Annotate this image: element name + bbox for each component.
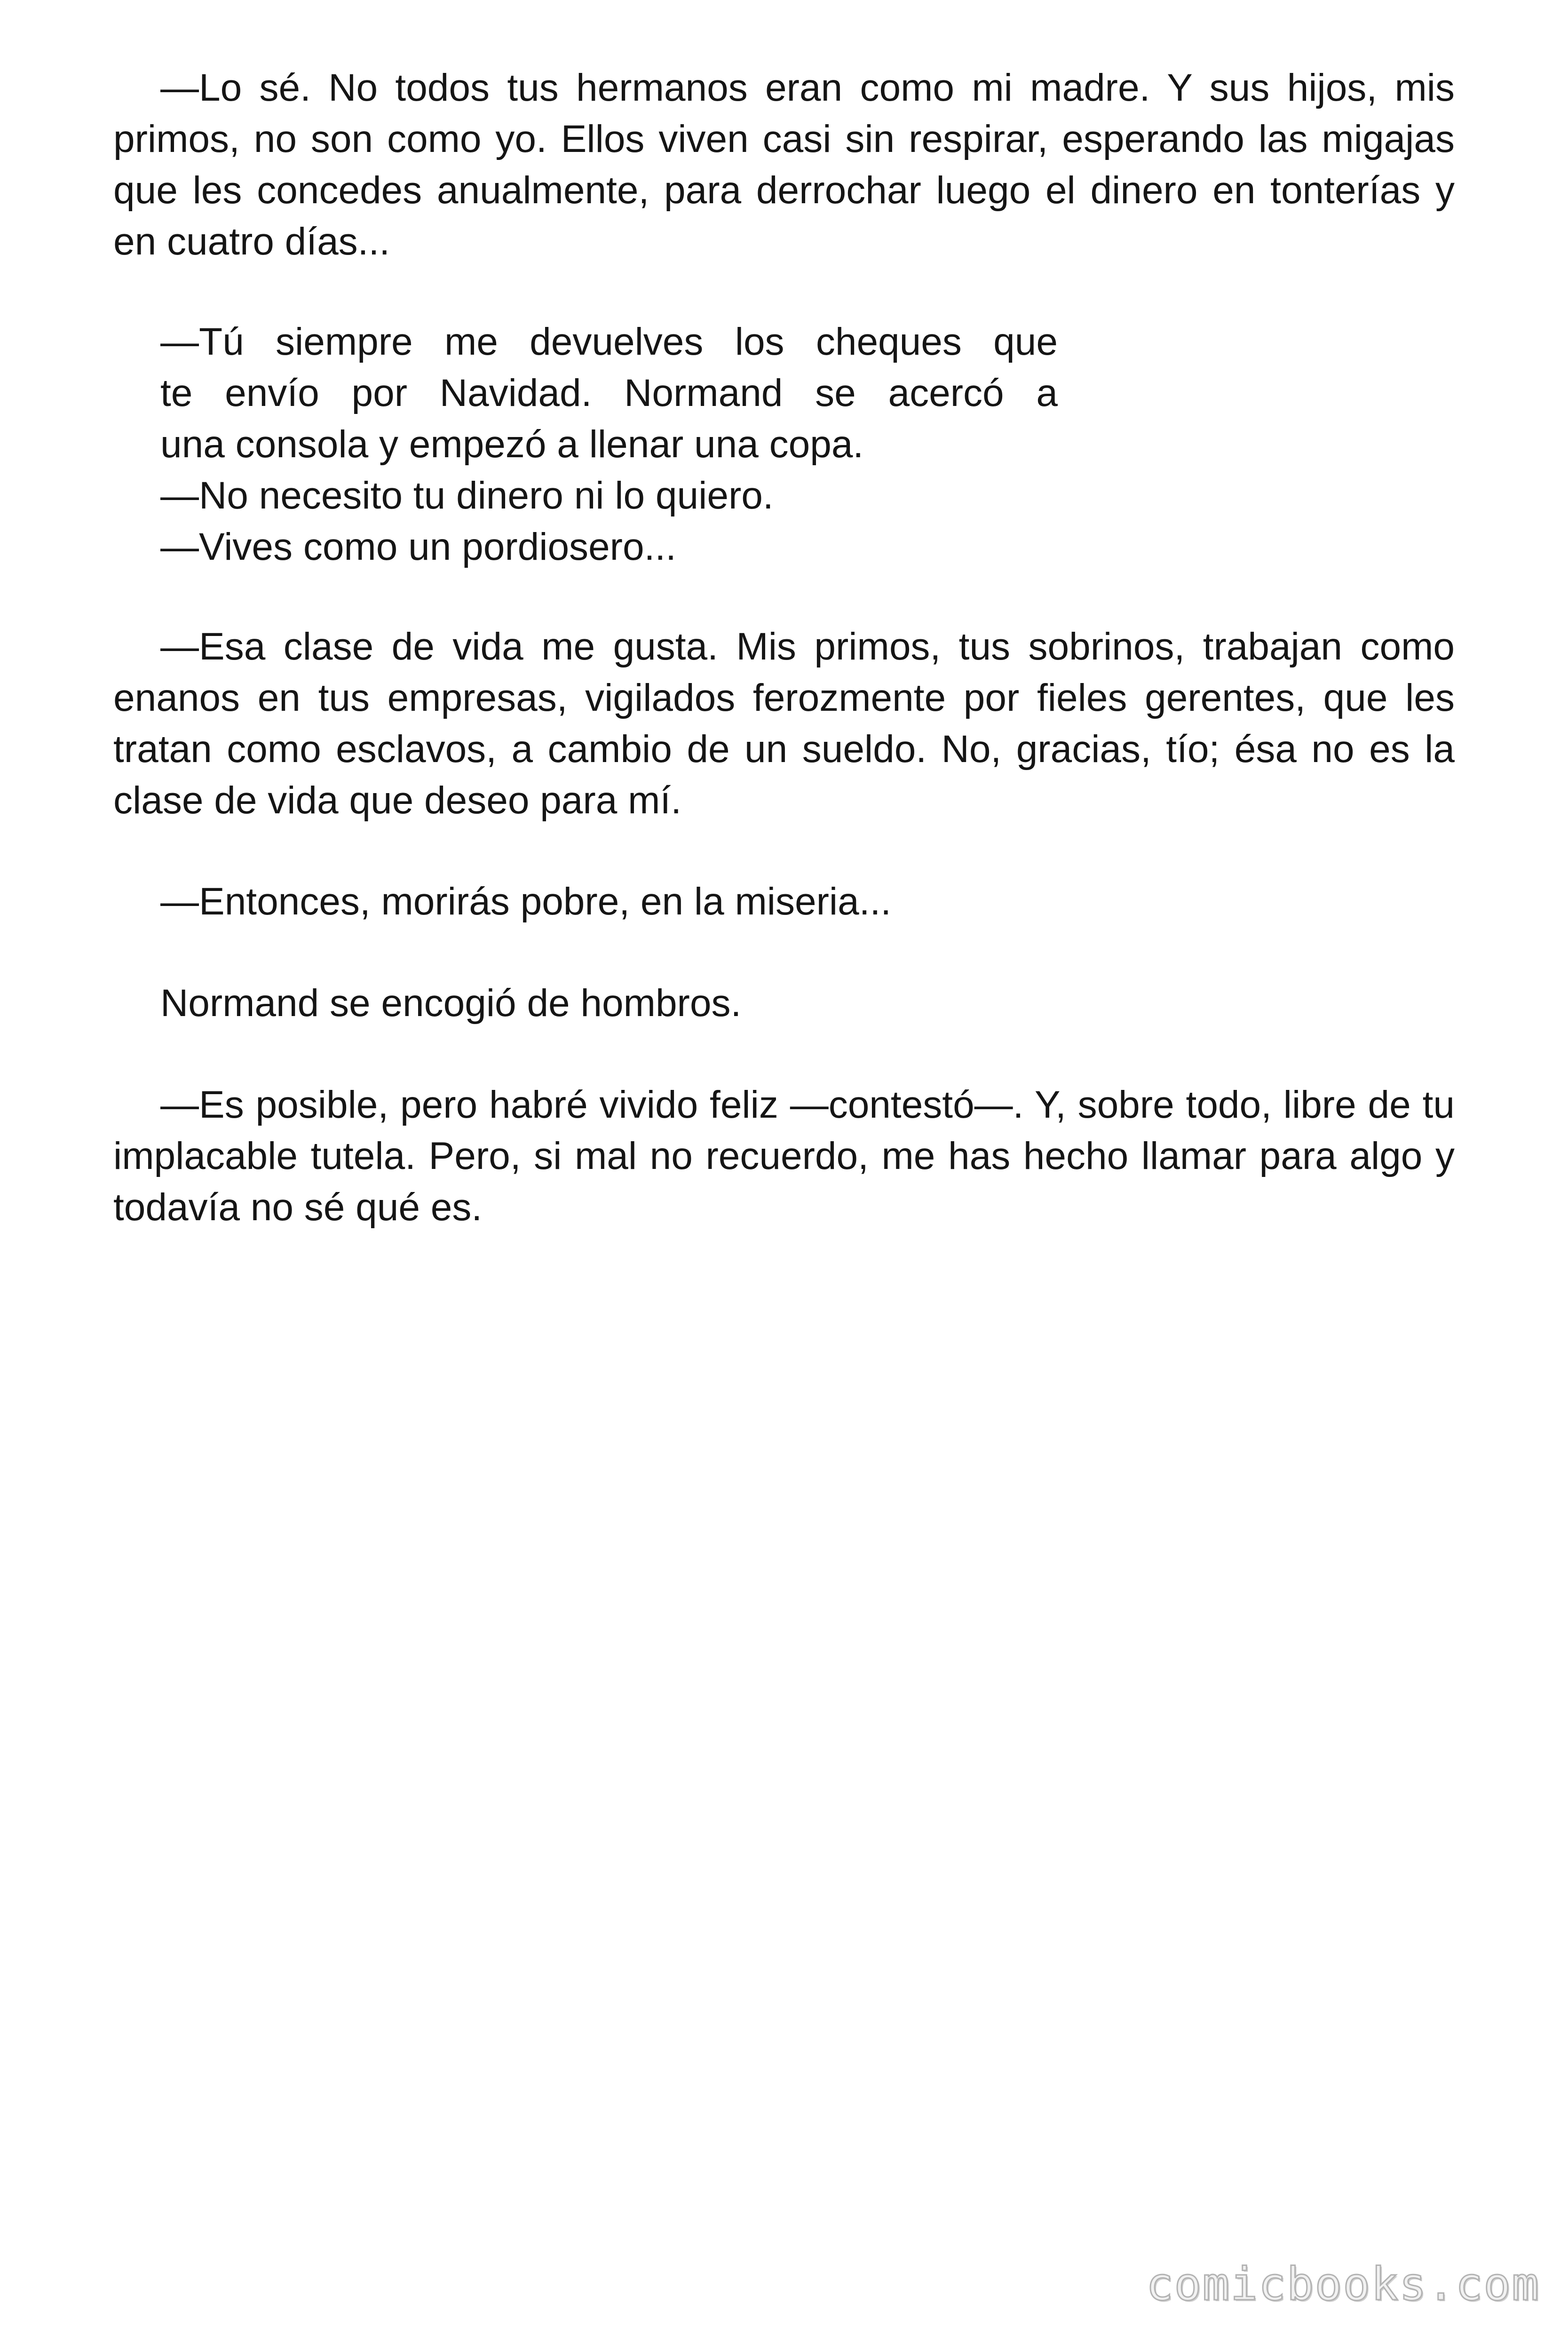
paragraph-1: —Lo sé. No todos tus hermanos eran como mi madre. Y sus hijos, mis primos, no son como yo. Ellos viven casi sin respirar, esperando las migajas que les concedes anualmente, para derrochar luego el dinero en tonterías y en cuatro días... [113,66,1455,263]
paragraph-2: —Esa clase de vida me gusta. Mis primos, tus sobrinos, trabajan como enanos en tus empresas, vigilados ferozmente por fieles gerentes, que les tratan como esclavos, a cambio de un sueldo. No, gracias, tío; ésa no es la clase de vida que deseo para mí. [113,625,1455,822]
indented-line-3: una consola y empezó a llenar una copa. [160,423,864,466]
watermark-logo: comicbooks.com [1146,2258,1540,2311]
indented-line-1: —Tú siempre me devuelves los cheques que [160,320,1058,363]
indented-line-4: —No necesito tu dinero ni lo quiero. [160,474,774,517]
indented-line-2: te envío por Navidad. Normand se acercó a [160,372,1058,414]
paragraph-4: Normand se encogió de hombros. [160,982,742,1025]
indented-line-5: —Vives como un pordiosero... [160,525,676,568]
paragraph-3: —Entonces, morirás pobre, en la miseria... [160,880,892,923]
paragraph-5: —Es posible, pero habré vivido feliz —contestó—. Y, sobre todo, libre de tu implacable tutela. Pero, si mal no recuerdo, me has hecho llamar para algo y todavía no sé qué es. [113,1083,1455,1229]
indented-dialogue-block [160,316,1058,572]
